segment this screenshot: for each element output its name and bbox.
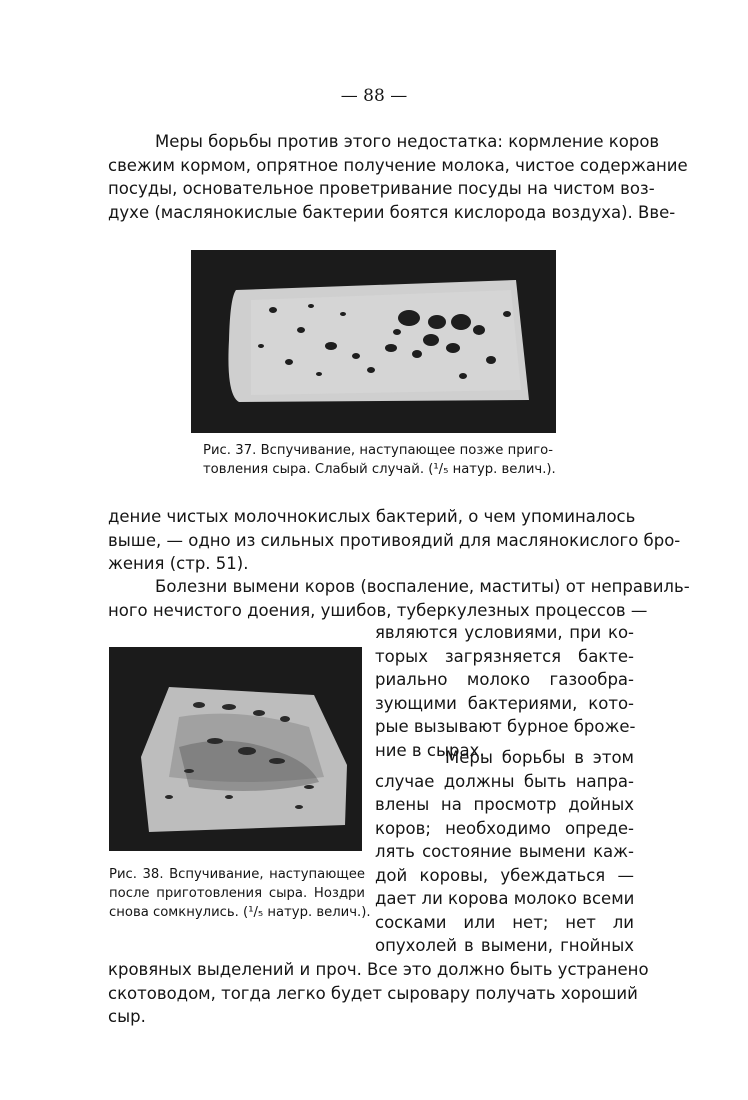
text-line: риально молоко газообра- (375, 670, 634, 689)
caption-line: снова сомкнулись. (¹/₅ натур. велич.). (109, 905, 371, 920)
text-line: дой коровы, убеждаться — (375, 865, 634, 885)
paragraph-3-wrap (375, 746, 634, 958)
figure-38-caption (109, 865, 371, 922)
cheese-slab-image (191, 250, 556, 433)
text-line: рые вызывают бурное броже- (375, 717, 636, 736)
text-line: выше, — одно из сильных противоядий для маслянокислого бро- (108, 530, 681, 550)
text-line: жения (стр. 51). (108, 554, 249, 573)
paragraph-2-wrap (375, 621, 634, 762)
paragraph-1-continued (108, 505, 681, 576)
text-line: лять состояние вымени каж- (375, 842, 634, 861)
text-line: Меры борьбы в этом (445, 748, 634, 767)
text-line: духе (маслянокислые бактерии боятся кислорода воздуха). Вве- (108, 202, 676, 222)
figure-37-caption (203, 441, 556, 479)
paragraph-2 (108, 575, 690, 622)
paragraph-3-end (108, 958, 649, 1029)
text-line: посуды, основательное проветривание посуды на чистом воз- (108, 179, 655, 198)
text-line: дает ли корова молоко всеми (375, 889, 635, 908)
text-line: свежим кормом, опрятное получение молока, чистое содержание (108, 155, 688, 175)
caption-line: Рис. 37. Вспучивание, наступающее позже приго- (203, 443, 553, 458)
figure-38-photo (109, 647, 362, 851)
text-line: дение чистых молочнокислых бактерий, о чем упоминалось (108, 507, 636, 526)
text-line: являются условиями, при ко- (375, 623, 634, 642)
text-line: Болезни вымени коров (воспаление, маститы) от неправиль- (155, 577, 690, 596)
figure-37-photo (191, 250, 556, 433)
page-number: — 88 — (340, 86, 408, 106)
text-line: ние в сырах. (375, 740, 485, 760)
text-line: торых загрязняется бакте- (375, 646, 634, 666)
text-line: влены на просмотр дойных (375, 795, 634, 814)
text-line: сыр. (108, 1007, 146, 1026)
text-line: ного нечистого доения, ушибов, туберкулезных процессов — (108, 600, 648, 620)
caption-line: Рис. 38. Вспучивание, наступающее (109, 867, 365, 882)
caption-line: после приготовления сыра. Ноздри (109, 886, 365, 901)
text-line: сосками или нет; нет ли (375, 912, 634, 932)
cheese-block-image (109, 647, 362, 851)
text-line: зующими бактериями, кото- (375, 693, 634, 713)
text-line: коров; необходимо опреде- (375, 818, 634, 838)
paragraph-1 (108, 130, 688, 224)
text-line: Меры борьбы против этого недостатка: кормление коров (155, 132, 660, 151)
text-line: случае должны быть напра- (375, 771, 634, 791)
text-line: опухолей в вымени, гнойных (375, 936, 634, 955)
text-line: скотоводом, тогда легко будет сыровару получать хороший (108, 983, 638, 1003)
text-line: кровяных выделений и проч. Все это должно быть устранено (108, 960, 649, 979)
caption-line: товления сыра. Слабый случай. (¹/₅ натур. велич.). (203, 462, 556, 477)
